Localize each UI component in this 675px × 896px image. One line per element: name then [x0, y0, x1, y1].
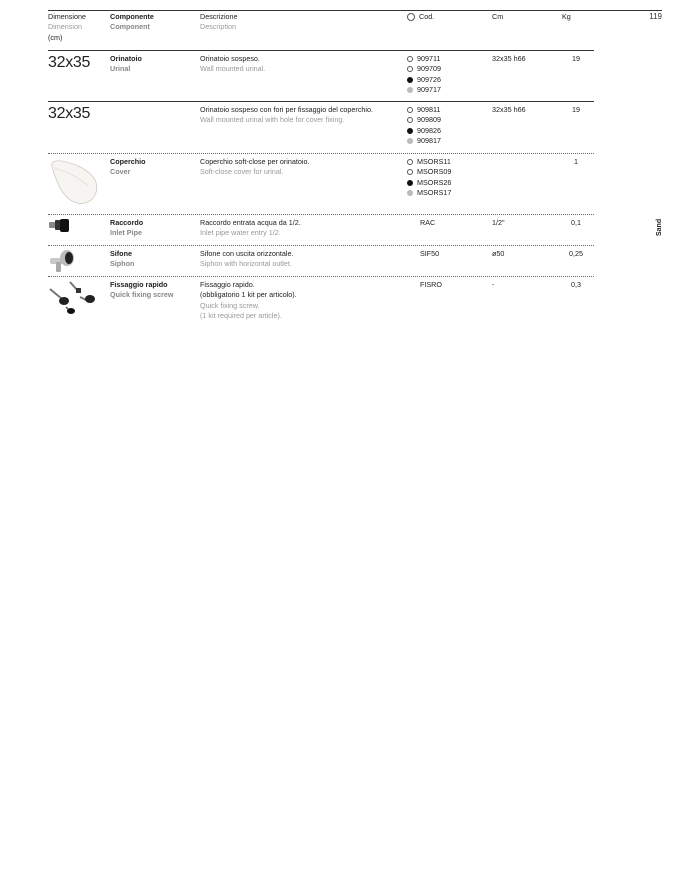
description-en: Wall mounted urinal.: [200, 64, 266, 74]
row-kg: 0,1: [571, 218, 581, 227]
half-finish-icon: [407, 117, 413, 123]
row-kg: 19: [572, 54, 580, 63]
code-list: [407, 157, 451, 198]
white-finish-icon: [407, 13, 415, 21]
component-name-it: Fissaggio rapido: [110, 280, 168, 289]
black-finish-icon: [407, 128, 413, 134]
code-black: 909826: [417, 125, 441, 135]
quick-fixing-screw-image: [48, 279, 98, 320]
header-component-it: Componente: [110, 12, 154, 21]
code-half: 909709: [417, 64, 441, 74]
header-cm: Cm: [492, 12, 504, 21]
table-row: [48, 214, 594, 245]
code-list: [407, 54, 441, 95]
code-white: 909811: [417, 105, 441, 114]
code-half: 909809: [417, 115, 441, 125]
header-dimension-unit: (cm): [48, 32, 63, 42]
code-grey: MSORS17: [417, 187, 452, 197]
table-row: [48, 276, 594, 327]
row-dimension: 32x35: [48, 105, 91, 122]
component-name-it: Raccordo: [110, 218, 144, 227]
row-kg: 0,3: [571, 280, 581, 289]
description-en: Quick fixing screw.: [200, 300, 260, 310]
collection-side-label: Sand: [656, 218, 663, 236]
description-it: Fissaggio rapido.: [200, 280, 255, 289]
code-black: 909726: [417, 74, 441, 84]
row-kg: 1: [574, 157, 578, 166]
header-dimension-en: Dimension: [48, 22, 82, 32]
description-it: Orinatoio sospeso con fori per fissaggio del coperchio.: [200, 105, 373, 114]
code-list: [407, 105, 441, 146]
code-grey: 909817: [417, 135, 441, 145]
description-it: Sifone con uscita orizzontale.: [200, 249, 294, 258]
row-kg: 19: [572, 105, 580, 114]
component-name-en: Cover: [110, 167, 131, 177]
description-it-note: (obbligatorio 1 kit per articolo).: [200, 290, 297, 300]
grey-finish-icon: [407, 190, 413, 196]
half-finish-icon: [407, 66, 413, 72]
row-dimension: 32x35: [48, 54, 91, 71]
black-finish-icon: [407, 77, 413, 83]
header-dimension-it: Dimensione: [48, 12, 86, 21]
description-it: Coperchio soft-close per orinatoio.: [200, 157, 310, 166]
table-header: [48, 12, 594, 50]
white-finish-icon: [407, 159, 413, 165]
header-top-rule: [48, 10, 662, 11]
description-en: Wall mounted urinal with hole for cover fixing.: [200, 115, 345, 125]
component-name-it: Sifone: [110, 249, 132, 258]
row-code: RAC: [420, 218, 436, 227]
description-en: Soft-close cover for urinal.: [200, 167, 284, 177]
row-cm: 1/2": [492, 218, 505, 227]
table-row: [48, 245, 594, 276]
white-finish-icon: [407, 56, 413, 62]
table-row: [48, 50, 594, 96]
description-en: Inlet pipe water entry 1/2.: [200, 228, 281, 238]
component-name-en: Inlet Pipe: [110, 228, 142, 238]
component-name-it: Orinatoio: [110, 54, 142, 63]
cover-image: [48, 158, 100, 211]
description-it: Raccordo entrata acqua da 1/2.: [200, 218, 301, 227]
component-name-en: Siphon: [110, 259, 135, 269]
description-en-note: (1 kit required per article).: [200, 310, 282, 320]
row-cm: 32x35 h66: [492, 105, 526, 114]
table-row: [48, 101, 594, 152]
row-code: SIF50: [420, 249, 440, 258]
table-row: [48, 153, 594, 214]
page-number: 119: [649, 12, 662, 21]
row-code: FISRO: [420, 280, 442, 289]
black-finish-icon: [407, 180, 413, 186]
white-finish-icon: [407, 107, 413, 113]
inlet-pipe-image: [48, 217, 72, 242]
row-cm: 32x35 h66: [492, 54, 526, 63]
row-cm: ø50: [492, 249, 505, 258]
header-code: Cod.: [419, 12, 435, 21]
header-description-it: Descrizione: [200, 12, 238, 21]
code-half: MSORS09: [417, 167, 452, 177]
siphon-image: [48, 248, 76, 279]
code-grey: 909717: [417, 84, 441, 94]
component-name-en: Quick fixing screw: [110, 290, 174, 300]
half-finish-icon: [407, 169, 413, 175]
description-it: Orinatoio sospeso.: [200, 54, 260, 63]
code-white: 909711: [417, 54, 441, 63]
header-kg: Kg: [562, 12, 571, 21]
component-name-en: Urinal: [110, 64, 131, 74]
row-kg: 0,25: [569, 249, 583, 258]
description-en: Siphon with horizontal outlet.: [200, 259, 292, 269]
row-cm: -: [492, 280, 495, 289]
component-name-it: Coperchio: [110, 157, 146, 166]
code-white: MSORS11: [417, 157, 451, 166]
header-description-en: Description: [200, 22, 236, 32]
code-black: MSORS26: [417, 177, 452, 187]
header-component-en: Component: [110, 22, 150, 32]
grey-finish-icon: [407, 138, 413, 144]
grey-finish-icon: [407, 87, 413, 93]
